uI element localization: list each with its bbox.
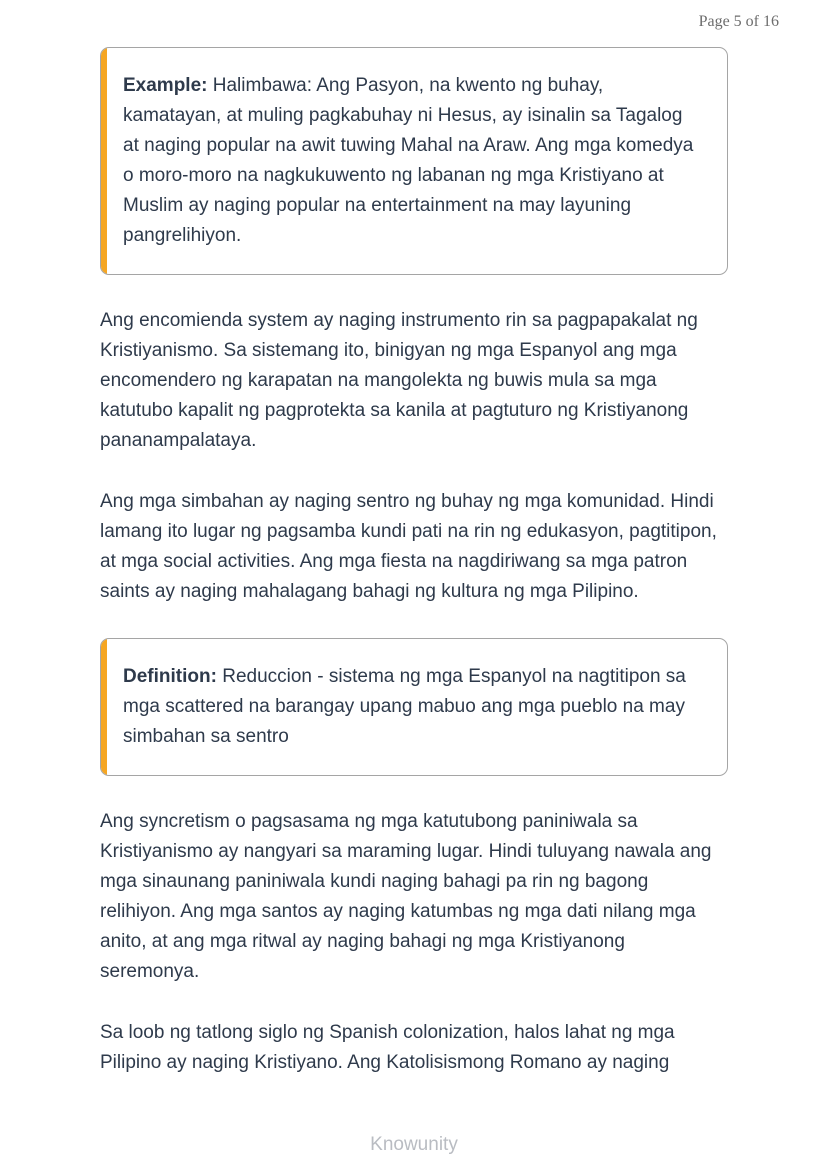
paragraph-encomienda: Ang encomienda system ay naging instrumento rin sa pagpapakalat ng Kristiyanismo. Sa sistemang ito, binigyan ng mga Espanyol ang mga encomendero ng karapatan na mangolekta ng buwis mula sa mga katutubo kapalit ng pagprotekta sa kanila at pagtuturo ng Kristiyanong pananampalataya. xyxy=(100,310,698,451)
definition-callout xyxy=(100,638,728,776)
paragraph-syncretism: Ang syncretism o pagsasama ng mga katutubong paniniwala sa Kristiyanismo ay nangyari sa maraming lugar. Hindi tuluyang nawala ang mga sinaunang paniniwala kundi naging bahagi pa rin ng bagong relihiyon. Ang mga santos ay naging katumbas ng mga dati nilang mga anito, at ang mga ritwal ay naging bahagi ng mga Kristiyanong seremonya. xyxy=(100,811,712,982)
example-label: Example: xyxy=(123,75,208,96)
footer-brand: Knowunity xyxy=(370,1134,458,1155)
page-indicator: Page 5 of 16 xyxy=(698,13,779,30)
paragraph-spanish-colonization: Sa loob ng tatlong siglo ng Spanish colonization, halos lahat ng mga Pilipino ay naging Kristiyano. Ang Katolisismong Romano ay naging xyxy=(100,1022,675,1073)
example-body-text: Halimbawa: Ang Pasyon, na kwento ng buhay, kamatayan, at muling pagkabuhay ni Hesus, ay isinalin sa Tagalog at naging popular na awit tuwing Mahal na Araw. Ang mga komedya o moro-moro na nagkukuwento ng labanan ng mga Kristiyano at Muslim ay naging popular na entertainment na may layuning pangrelihiyon. xyxy=(123,75,694,246)
example-callout xyxy=(100,47,728,275)
document-content xyxy=(100,47,728,1078)
paragraph-simbahan: Ang mga simbahan ay naging sentro ng buhay ng mga komunidad. Hindi lamang ito lugar ng pagsamba kundi pati na rin ng edukasyon, pagtitipon, at mga social activities. Ang mga fiesta na nagdiriwang sa mga patron saints ay naging mahalagang bahagi ng kultura ng mga Pilipino. xyxy=(100,491,717,602)
definition-label: Definition: xyxy=(123,666,217,687)
definition-callout-text xyxy=(123,662,699,752)
definition-body-text: Reduccion - sistema ng mga Espanyol na nagtitipon sa mga scattered na barangay upang mabuo ang mga pueblo na may simbahan sa sentro xyxy=(123,666,686,747)
callout-accent-bar xyxy=(101,639,107,775)
example-callout-text xyxy=(123,71,699,251)
callout-accent-bar xyxy=(101,48,107,274)
